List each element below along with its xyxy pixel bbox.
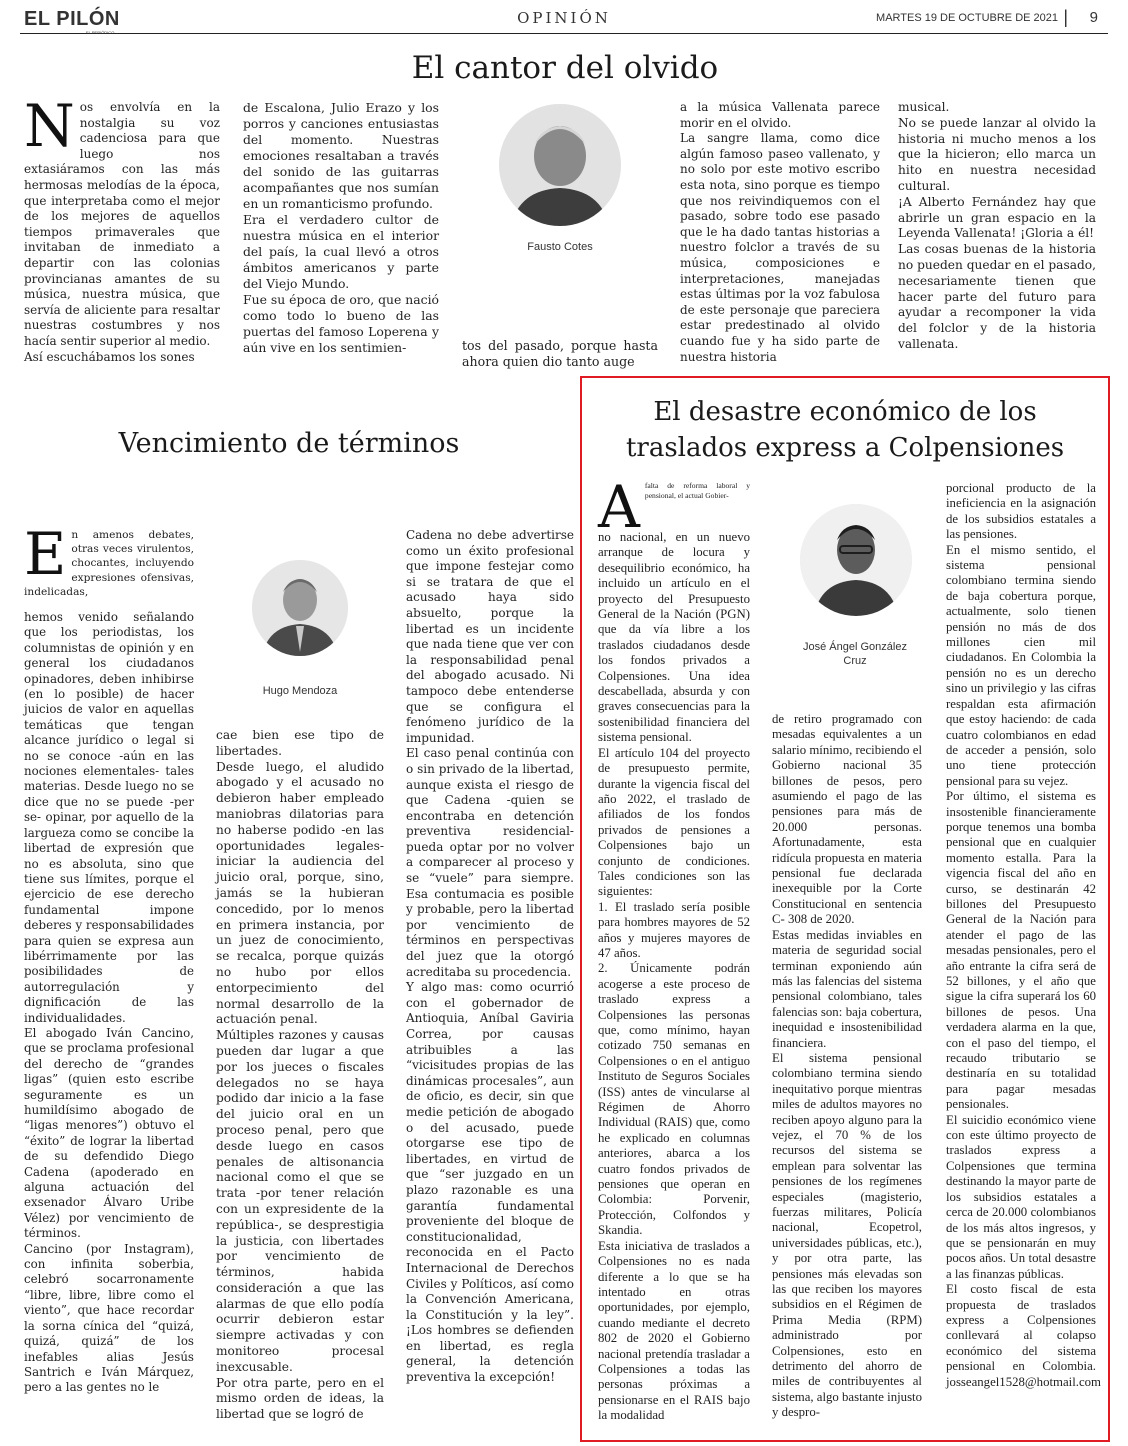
article2-dropcap: E [24, 520, 67, 588]
article1-author: Fausto Cotes [527, 241, 593, 253]
article3-author-line-2: Cruz [843, 655, 867, 667]
article3-author-line-1: José Ángel González [803, 641, 907, 653]
article1-column-4: a la música Vallenata parece morir en el olvido. La sangre llama, como dice algún famoso paseo vallenato, y no solo por este motivo escribo esta nota, sino porque es tiempo que nos reivindiquemos con el pasado, sobre todo ese pasado que le ha dado tantas historias a nuestro folclor a través de su música, composiciones e interpretaciones, manejadas estas últimas por la voz fabulosa de este personaje que pareciera estar predestinado al olvido cuando fue y ha sido parte de nuestra historia [680, 100, 880, 364]
article1-column-1 [24, 92, 220, 370]
article2-title: Vencimiento de términos [118, 428, 460, 459]
article3-title [590, 394, 1100, 466]
article1-title: El cantor del olvido [411, 50, 719, 86]
article2-text-top: n amenos debates, otras veces virulentos, chocantes, incluyendo expresiones ofensivas, indelicadas, [24, 529, 194, 598]
article2-column-1-top [24, 520, 194, 610]
article3-column-1: no nacional, en un nuevo arranque de locura y desequilibrio económico, ha incluido un artículo en el proyecto del Presupuesto General de la Nación (PGN) que da vía libre a los traslados ciudadanos desde los fondos privados a Colpensiones. Una idea descabellada, absurda y con graves consecuencias para la sostenibilidad financiera del sistema pensional. El artículo 104 del proyecto de presupuesto permite, durante la vigencia fiscal del año 2022, el traslado de afiliados de los fondos privados de pensiones a Colpensiones bajo un conjunto de condiciones. Tales condiciones son las siguientes: 1. El traslado sería posible para hombres mayores de 52 años y mujeres mayores de 47 años. 2. Únicamente podrán acogerse a este proceso de traslado express a Colpensiones las personas que, como mínimo, hayan cotizado 750 semanas en Colpensiones o en el antiguo Instituto de Seguros Sociales (ISS) antes de vincularse al Régimen de Ahorro Individual (RAIS) que, como he explicado en columnas anteriores, abarca a los cuatro fondos privados de pensiones que operan en Colombia: Porvenir, Protección, Colfondos y Skandia. Esta iniciativa de traslados a Colpensiones no es nada diferente a lo que se ha intentado en otras oportunidades, por ejemplo, cuando mediante el decreto 802 de 2020 el Gobierno nacional pretendía trasladar a Colpensiones a todas las personas próximas a pensionarse en el RAIS bajo la modalidad [598, 530, 750, 1423]
article3-dropcap: A [598, 473, 640, 541]
article1-column-3: tos del pasado, porque hasta ahora quien dio tanto auge [462, 338, 658, 370]
article1-text-1: os envolvía en la nostalgia su voz cadenciosa para que luego nos extasiáramos con las más hermosas melodías de la época, que interpretaba como el mejor de los mejores de aquellos tiempos primaverales que invitaban de inmediato a departir con las colonias provincianas amantes de su música, nuestra música, que servía de aliciente para resaltar nuestras costumbres y nos hacía sentir superior al medio. Así escuchábamos los sones [24, 100, 220, 364]
article3-title-line-2: traslados express a Colpensiones [625, 433, 1065, 463]
article2-column-1: hemos venido señalando que los periodistas, los columnistas de opinión y en general los ciudadanos opinadores, deben inhibirse (en lo posible) de hacer juicios de valor en aquellas temáticas que tengan alcance jurídico o legal si no se conoce -aún en las nociones elementales- tales materias. Desde luego no se dice que no se puede -per se- opinar, por aquello de la largueza como se concibe la libertad de expresión que no es absoluta, sino que tiene sus límites, porque el ejercicio de ese derecho fundamental impone deberes y responsabilidades para quien se expresa aun libérrimamente por las posibilidades de autorregulación y dignificación de las individualidades. El abogado Iván Cancino, que se proclama profesional del derecho de “grandes ligas” (quien esto escribe seguramente es un humildísimo abogado de “ligas menores”) obtuvo el “éxito” de lograr la libertad de su defendido Diego Cadena (apoderado en alguna actuación del exsenador Álvaro Uribe Vélez) por vencimiento de términos. Cancino (por Instagram), con infinita soberbia, celebró socarronamente “libre, libre, libre como el viento”, que hace recordar la sorna cínica del “quizá, quizá, quizá” de los inefables alias Jesús Santrich e Iván Márquez, pero a las gentes no le [24, 610, 194, 1395]
page-number: 9 [1089, 9, 1098, 26]
person-icon [800, 504, 912, 616]
article2-column-2: cae bien ese tipo de libertades. Desde luego, el aludido abogado y el acusado no debieron haber empleado maniobras dilatorias para no haberse podido -en las oportunidades legales- iniciar la audiencia del juicio oral, porque, sino, jamás se la hubieran concedido, por lo menos en primera instancia, por un juez de conocimiento, se recalca, porque quizás no hubo por ellos entorpecimiento del normal desarrollo de la actuación penal. Múltiples razones y causas pueden dar lugar a que por los jueces o fiscales delegados no se haya podido dar inicio a la fase del juicio oral en un proceso penal, pero que desde luego en casos penales de altisonancia nacional como el que se trata -por tener relación con un expresidente de la república-, se desprestigia la justicia, con libertades por vencimiento de términos, habida consideración a que las alarmas de que ello podía ocurrir debieron estar siempre activadas y con monitoreo procesal inexcusable. Por otra parte, pero en el mismo orden de ideas, la libertad que se logró de [216, 728, 384, 1422]
masthead [20, 8, 1108, 34]
author-photo-hugo-mendoza [252, 560, 348, 656]
section-title: OPINIÓN [517, 9, 611, 27]
issue-date: MARTES 19 DE OCTUBRE DE 2021 [876, 12, 1058, 24]
author-photo-fausto-cotes [499, 104, 621, 226]
author-photo-jose-angel-gonzalez [800, 504, 912, 616]
person-icon [499, 104, 621, 226]
person-icon [252, 560, 348, 656]
article3-text-top: falta de reforma laboral y pensional, el actual Gobier- [644, 481, 750, 501]
article3-title-line-1: El desastre económico de los [653, 397, 1037, 427]
article1-column-5: musical. No se puede lanzar al olvido la historia ni mucho menos a los que la hicieron; ello marca un hito en nuestra necesidad cultural. ¡A Alberto Fernández hay que abrirle un gran espacio en la Leyenda Vallenata! ¡Gloria a él! Las cosas buenas de la historia no pueden quedar en el pasado, necesariamente tienen que hacer parte del futuro para ayudar a recomponer la vida del folclor y de la historia vallenata. [898, 100, 1096, 351]
article1-column-2: de Escalona, Julio Erazo y los porros y canciones entusiastas del momento. Nuestras emociones resaltaban a través del sonido de las guitarras acompañantes que nos sumían en un romanticismo profundo. Era el verdadero cultor de nuestra música en el interior del país, la cual llevó a otros ámbitos americanos y parte del Viejo Mundo. Fue su época de oro, que nació como todo lo bueno de las puertas del famoso Loperena y aún vive en los sentimien- [243, 100, 439, 355]
article3-column-1-top [598, 473, 750, 541]
article2-author: Hugo Mendoza [262, 685, 338, 697]
article3-column-3: porcional producto de la ineficiencia en la asignación de los subsidios estatales a las pensiones. En el mismo sentido, el sistema pensional colombiano termina siendo de baja cobertura porque, actualmente, solo tienen pensión no más de dos millones cien mil ciudadanos. En Colombia la pensión no es un derecho sino un privilegio y las cifras respaldan esta afirmación que estoy haciendo: de cada cuatro colombianos en edad de acceder a pensión, solo uno tiene protección pensional para su vejez. Por último, el sistema es insostenible financieramente porque tenemos una bomba pensional que en cualquier momento estalla. Para la vigencia fiscal del año en curso, se destinarán 42 billones del Presupuesto General de la Nación para atender el pago de las mesadas pensionales, pero el año entrante la cifra será de 52 billones, y el año que sigue la cifra superará los 60 billones de pesos. Una verdadera alarma en la que, con el paso del tiempo, el recaudo tributario se destinaría en su totalidad para pagar mesadas pensionales. El suicidio económico viene con este último proyecto de traslados express a Colpensiones que termina destinando la mayor parte de los subsidios estatales a cerca de 20.000 colombianos de los más altos ingresos, y que se pensionarán en muy pocos años. Un total desastre a las finanzas públicas. El costo fiscal de esta propuesta de traslados express a Colpensiones conllevará al colapso económico del sistema pensional en Colombia. josseangel1528@hotmail.com [946, 481, 1102, 1389]
article1-dropcap: N [24, 92, 75, 160]
article3-column-2: de retiro programado con mesadas equivalentes a un salario mínimo, recibiendo el Gobierno nacional 35 billones de pesos, pero asumiendo el pago de las pensiones para más de 20.000 personas. Afortunadamente, esta ridícula propuesta en materia pensional fue declarada inexequible por la Corte Constitucional en sentencia C- 308 de 2020. Estas medidas inviables en materia de seguridad social terminan exponiendo aún más las falencias del sistema pensional colombiano, tales falencias son: baja cobertura, inequidad e insostenibilidad financiera. El sistema pensional colombiano termina siendo inequitativo porque mientras miles de adultos mayores no reciben apoyo alguno para la vejez, el 70 % de los recursos del sistema se emplean para solventar las pensiones de los regímenes especiales (magisterio, fuerzas militares, Policía nacional, Ecopetrol, universidades públicas, etc.), y por otra parte, las pensiones más elevadas son las que reciben los mayores subsidios en el Régimen de Prima Media (RPM) administrado por Colpensiones, esto en detrimento del ahorro de miles de contribuyentes al sistema, algo bastante injusto y despro- [772, 712, 922, 1420]
separator: | [1063, 7, 1068, 27]
article3-author [780, 640, 930, 668]
article2-column-3: Cadena no debe advertirse como un éxito profesional que impone festejar como si se tratara de que el acusado haya sido absuelto, porque la libertad es un incidente que nada tiene que ver con la responsabilidad penal del abogado acusado. Ni tampoco debe entenderse que se configura el fenómeno jurídico de la impunidad. El caso penal continúa con o sin privado de la libertad, aunque exista el riesgo de que Cadena -quien se encontraba en detención preventiva residencial- pueda optar por no volver a comparecer al proceso y se “vuele” para siempre. Esa contumacia es posible y probable, pero la libertad por vencimiento de términos en perspectivas del juez que la otorgó acreditaba su procedencia. Y algo mas: como ocurrió con el gobernador de Antioquia, Aníbal Gaviria Correa, por causas atribuibles a las “vicisitudes propias de las dinámicas procesales”, aun de oficio, es decir, sin que medie petición de abogado o del acusado, puede otorgarse ese tipo de libertades, en virtud de que “ser juzgado en un plazo razonable es una garantía fundamental proveniente del bloque de constitucionalidad, reconocida en el Pacto Internacional de Derechos Civiles y Políticos, así como la Convención Americana, la Constitución y la ley”. ¡Los hombres se defienden en libertad, es regla general, la detención preventiva la excepción! [406, 528, 574, 1385]
newspaper-logo: EL PILÓN EL PERIÓDICO [24, 8, 120, 35]
